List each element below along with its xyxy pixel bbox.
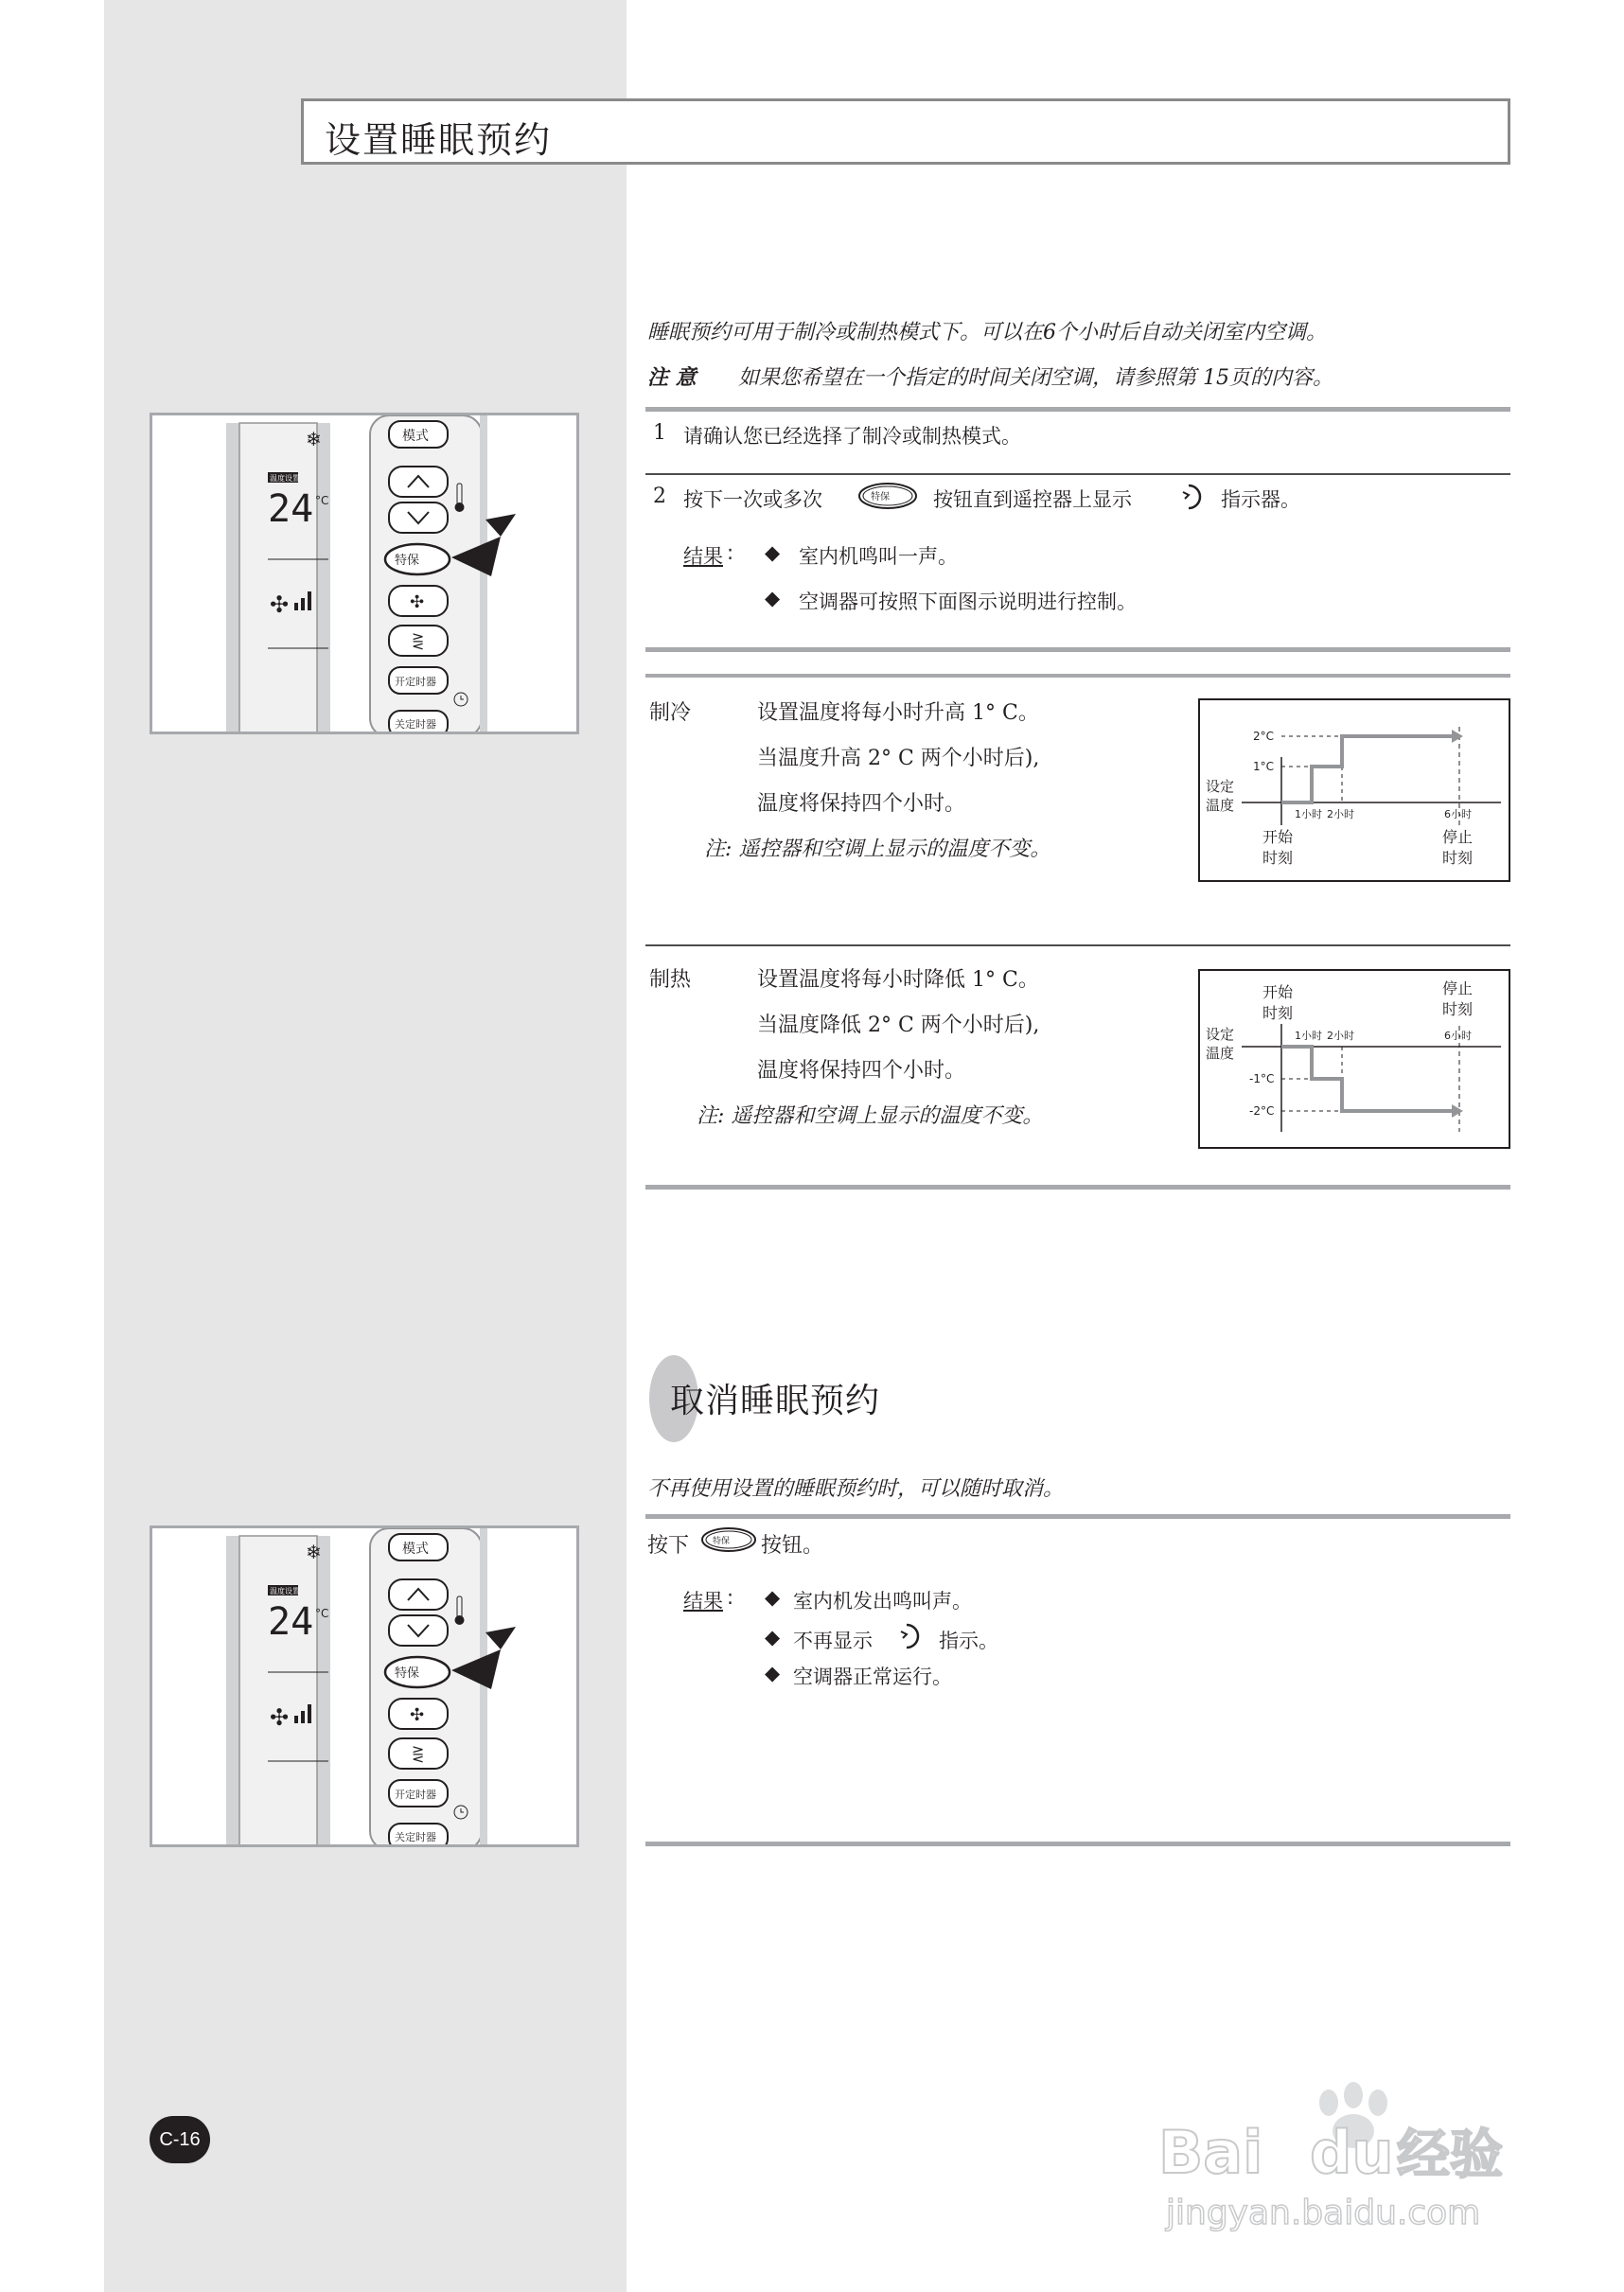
remote-control-illustration bbox=[150, 1525, 579, 1847]
intro-text: 睡眠预约可用于制冷或制热模式下。可以在6个小时后自动关闭室内空调。 bbox=[647, 321, 1327, 344]
svg-text:❄: ❄ bbox=[306, 428, 322, 450]
step-2-text-middle: 按钮直到遥控器上显示 bbox=[933, 488, 1132, 511]
svg-text:经验: 经验 bbox=[1397, 2125, 1503, 2186]
cooling-line: 设置温度将每小时升高 1° C。 bbox=[757, 701, 1039, 725]
page-number-badge: C-16 bbox=[150, 2116, 210, 2163]
level-label: 2°C bbox=[1253, 730, 1275, 743]
result-label: 结果 bbox=[683, 1590, 723, 1613]
display-temperature: 24 bbox=[268, 1600, 314, 1644]
bullet-diamond-icon: ◆ bbox=[765, 1586, 781, 1609]
divider bbox=[645, 1842, 1510, 1846]
cooling-label: 制冷 bbox=[649, 701, 692, 725]
step-number: 1 bbox=[653, 421, 666, 445]
display-unit: °C bbox=[315, 1607, 329, 1620]
step-2-text-after: 指示器。 bbox=[1221, 488, 1300, 511]
y-label: 温度 bbox=[1206, 797, 1235, 814]
snowflake-icon bbox=[306, 428, 322, 450]
cooling-note: 注: 遥控器和空调上显示的温度不变。 bbox=[704, 837, 1051, 861]
result-item: 空调器可按照下面图示说明进行控制。 bbox=[799, 591, 1137, 613]
divider bbox=[645, 944, 1510, 946]
mode-button-label: 模式 bbox=[402, 429, 429, 444]
press-text: 按下 bbox=[647, 1534, 690, 1558]
step-number: 2 bbox=[653, 485, 666, 508]
tick-label: 1小时 bbox=[1295, 808, 1322, 820]
sleep-moon-icon bbox=[1179, 483, 1206, 515]
start-label: 开始 bbox=[1262, 828, 1294, 846]
divider bbox=[645, 674, 1510, 678]
bullet-diamond-icon: ◆ bbox=[765, 1626, 781, 1648]
step-1-text: 请确认您已经选择了制冷或制热模式。 bbox=[683, 425, 1021, 448]
sleep-moon-icon bbox=[897, 1622, 924, 1654]
svg-text:du: du bbox=[1310, 2118, 1394, 2187]
result-item: 空调器正常运行。 bbox=[793, 1666, 952, 1688]
cooling-line: 当温度升高 2° C 两个小时后), bbox=[757, 747, 1040, 770]
result-label: 结果 bbox=[683, 545, 723, 568]
bullet-diamond-icon: ◆ bbox=[765, 541, 781, 564]
svg-text:jingyan.baidu.com: jingyan.baidu.com bbox=[1166, 2194, 1481, 2232]
tick-label: 6小时 bbox=[1444, 1030, 1472, 1042]
level-label: -1°C bbox=[1249, 1072, 1275, 1085]
tick-label: 2小时 bbox=[1327, 808, 1354, 820]
display-caption: 温度设置 bbox=[270, 1587, 300, 1596]
result-colon: : bbox=[727, 541, 734, 564]
divider bbox=[645, 1185, 1510, 1190]
remote-control-illustration bbox=[150, 413, 579, 734]
swing-button-icon: ⋛ bbox=[412, 632, 425, 650]
arrow-icon bbox=[1452, 730, 1463, 743]
snowflake-icon bbox=[306, 1541, 322, 1563]
note-label: 注 意 bbox=[647, 366, 697, 390]
note-text: 如果您希望在一个指定的时间关闭空调，请参照第 15页的内容。 bbox=[738, 366, 1333, 390]
stop-label: 停止 bbox=[1442, 828, 1474, 846]
stop-label: 时刻 bbox=[1442, 849, 1474, 867]
page-title: 设置睡眠预约 bbox=[325, 119, 553, 161]
tick-label: 6小时 bbox=[1444, 808, 1472, 820]
timer-on-button-label: 开定时器 bbox=[395, 676, 436, 688]
cooling-line: 温度将保持四个小时。 bbox=[757, 792, 966, 816]
start-label: 时刻 bbox=[1262, 1004, 1294, 1022]
sleep-button-icon bbox=[700, 1525, 757, 1558]
left-margin-band bbox=[104, 0, 627, 2292]
result-item: 不再显示 bbox=[793, 1630, 873, 1652]
svg-text:❄: ❄ bbox=[306, 1541, 322, 1563]
result-item: 室内机鸣叫一声。 bbox=[799, 545, 958, 568]
result-colon: : bbox=[727, 1586, 734, 1609]
heating-line: 设置温度将每小时降低 1° C。 bbox=[757, 968, 1039, 992]
divider bbox=[645, 647, 1510, 652]
step-2-text-before: 按下一次或多次 bbox=[683, 488, 822, 511]
bullet-diamond-icon: ◆ bbox=[765, 587, 781, 609]
mode-button-label: 模式 bbox=[402, 1542, 429, 1557]
timer-on-button-label: 开定时器 bbox=[395, 1789, 436, 1801]
tick-label: 1小时 bbox=[1295, 1030, 1322, 1042]
heating-note: 注: 遥控器和空调上显示的温度不变。 bbox=[697, 1104, 1044, 1128]
display-unit: °C bbox=[315, 494, 329, 507]
arrow-icon bbox=[1452, 1104, 1463, 1118]
cooling-sleep-graph bbox=[1198, 698, 1510, 882]
stop-label: 停止 bbox=[1442, 979, 1474, 997]
tick-label: 2小时 bbox=[1327, 1030, 1354, 1042]
sleep-button-icon bbox=[857, 481, 918, 515]
cancel-intro: 不再使用设置的睡眠预约时，可以随时取消。 bbox=[647, 1477, 1065, 1501]
press-text-after: 按钮。 bbox=[761, 1534, 824, 1558]
svg-text:✣: ✣ bbox=[270, 1704, 290, 1731]
bullet-diamond-icon: ◆ bbox=[765, 1662, 781, 1684]
svg-text:Bai: Bai bbox=[1158, 2118, 1263, 2187]
heating-line: 当温度降低 2° C 两个小时后), bbox=[757, 1014, 1040, 1037]
divider bbox=[645, 473, 1510, 475]
result-item: 室内机发出鸣叫声。 bbox=[793, 1590, 972, 1613]
fan-button-icon: ✣ bbox=[410, 1705, 425, 1725]
timer-off-button-label: 关定时器 bbox=[395, 1831, 436, 1843]
result-item-suffix: 指示。 bbox=[939, 1630, 998, 1652]
temperature-curve bbox=[1281, 736, 1452, 802]
display-temperature: 24 bbox=[268, 487, 314, 531]
level-label: 1°C bbox=[1253, 760, 1275, 773]
cancel-title: 取消睡眠预约 bbox=[670, 1382, 881, 1420]
start-label: 开始 bbox=[1262, 983, 1294, 1001]
heating-sleep-graph bbox=[1198, 969, 1510, 1149]
section-title-box bbox=[301, 98, 1510, 165]
start-label: 时刻 bbox=[1262, 849, 1294, 867]
y-label: 设定 bbox=[1206, 778, 1235, 795]
divider bbox=[645, 407, 1510, 412]
display-caption: 温度设置 bbox=[270, 474, 300, 483]
level-label: -2°C bbox=[1249, 1104, 1275, 1118]
svg-text:✣: ✣ bbox=[270, 591, 290, 618]
swing-button-icon: ⋛ bbox=[412, 1745, 425, 1763]
divider bbox=[645, 1514, 1510, 1519]
y-label: 设定 bbox=[1206, 1026, 1235, 1043]
sleep-button-label: 特保 bbox=[395, 1666, 420, 1681]
heating-label: 制热 bbox=[649, 968, 692, 992]
baidu-jingyan-watermark bbox=[1143, 2082, 1550, 2233]
stop-label: 时刻 bbox=[1442, 1000, 1474, 1018]
sleep-button-label: 特保 bbox=[395, 554, 420, 568]
heating-line: 温度将保持四个小时。 bbox=[757, 1059, 966, 1083]
timer-off-button-label: 关定时器 bbox=[395, 718, 436, 731]
svg-text:特保: 特保 bbox=[871, 492, 890, 502]
svg-text:特保: 特保 bbox=[713, 1537, 731, 1546]
y-label: 温度 bbox=[1206, 1045, 1235, 1062]
fan-button-icon: ✣ bbox=[410, 592, 425, 612]
